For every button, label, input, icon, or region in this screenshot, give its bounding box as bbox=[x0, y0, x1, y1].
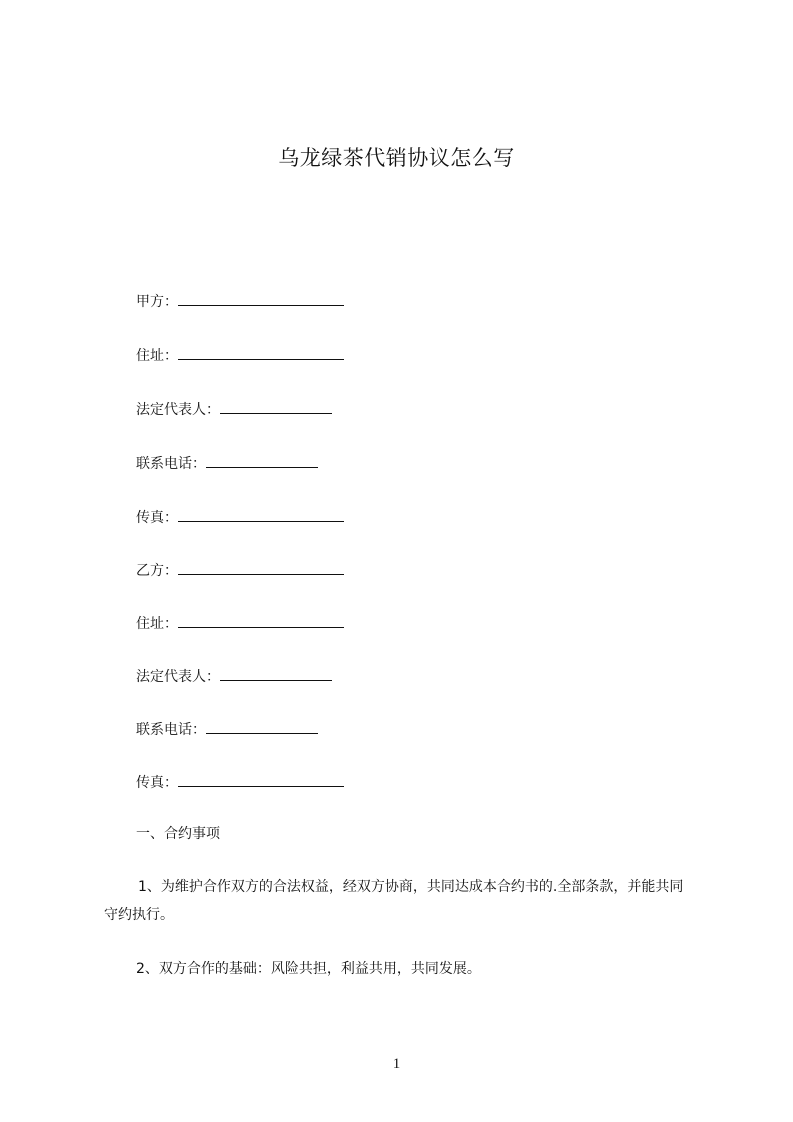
party-b-phone-field bbox=[136, 718, 318, 740]
party-a-fax-field bbox=[136, 506, 344, 528]
party-a-phone-field bbox=[136, 452, 318, 474]
party-a-phone-label: 联系电话： bbox=[136, 456, 206, 472]
party-a-rep-label: 法定代表人： bbox=[136, 402, 220, 418]
clause-1: 1、为维护合作双方的合法权益，经双方协商，共同达成本合约书的.全部条款，并能共同守约执行。 bbox=[104, 879, 684, 923]
clause-2: 2、双方合作的基础：风险共担，利益共用，共同发展。 bbox=[136, 961, 481, 977]
party-a-name-label: 甲方： bbox=[136, 294, 178, 310]
party-a-phone-blank bbox=[206, 452, 318, 468]
party-b-rep-blank bbox=[220, 665, 332, 681]
party-a-fax-label: 传真： bbox=[136, 510, 178, 526]
party-a-rep-blank bbox=[220, 398, 332, 414]
party-b-fax-blank bbox=[178, 771, 344, 787]
party-b-name-label: 乙方： bbox=[136, 563, 178, 579]
page-number: 1 bbox=[392, 1056, 401, 1072]
document-title: 乌龙绿茶代销协议怎么写 bbox=[278, 146, 515, 170]
party-b-phone-blank bbox=[206, 718, 318, 734]
party-a-address-blank bbox=[178, 344, 344, 360]
section-1-heading: 一、合约事项 bbox=[136, 826, 220, 842]
party-b-rep-field bbox=[136, 665, 332, 687]
party-b-address-field bbox=[136, 612, 344, 634]
party-b-address-label: 住址： bbox=[136, 616, 178, 632]
party-b-name-blank bbox=[178, 559, 344, 575]
party-a-address-label: 住址： bbox=[136, 348, 178, 364]
party-b-rep-label: 法定代表人： bbox=[136, 669, 220, 685]
party-a-name-blank bbox=[178, 290, 344, 306]
party-a-address-field bbox=[136, 344, 344, 366]
party-a-rep-field bbox=[136, 398, 332, 420]
party-b-fax-field bbox=[136, 771, 344, 793]
party-b-fax-label: 传真： bbox=[136, 775, 178, 791]
party-b-name-field bbox=[136, 559, 344, 581]
party-a-name-field bbox=[136, 290, 344, 312]
party-b-phone-label: 联系电话： bbox=[136, 722, 206, 738]
party-b-address-blank bbox=[178, 612, 344, 628]
party-a-fax-blank bbox=[178, 506, 344, 522]
